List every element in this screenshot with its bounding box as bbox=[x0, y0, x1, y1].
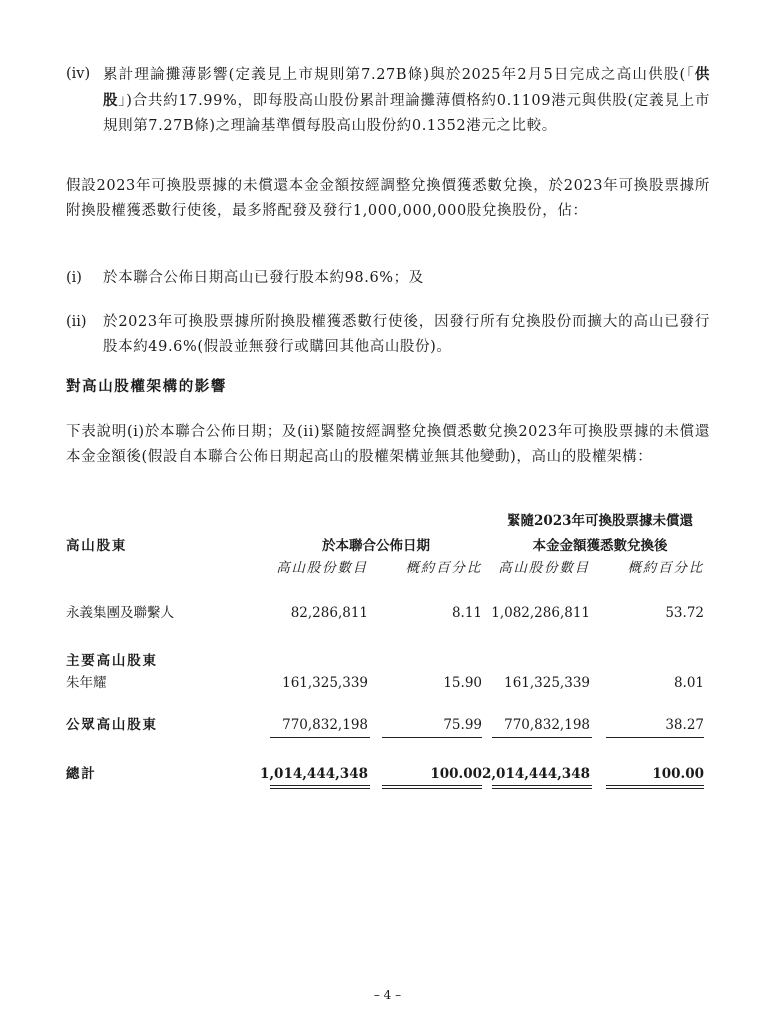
cell-percent-2: 100.00 bbox=[652, 766, 704, 782]
cell-shares-2: 2,014,444,348 bbox=[481, 766, 590, 782]
subheader-percent-1: 概約百分比 bbox=[405, 560, 482, 576]
subheader-shares-1: 高山股份數目 bbox=[276, 560, 368, 576]
total-rule bbox=[382, 788, 482, 789]
group2-header-line1: 緊隨2023年可換股票據未償還 bbox=[506, 513, 694, 529]
row-label: 總計 bbox=[66, 766, 97, 782]
list-text: 累計理論攤薄影響(定義見上市規則第7.27B條)與於2025年2月5日完成之高山供股(「供股」)合共約17.99%，即每股高山股份累計理論攤薄價格約0.1109港元與供股(定義見上市規則第7.27B條)之理論基準價每股高山股份約0.1352港元之比較。 bbox=[103, 66, 710, 134]
cell-shares-1: 82,286,811 bbox=[290, 605, 368, 621]
list-number: (iv) bbox=[66, 66, 91, 82]
subtotal-rule bbox=[382, 737, 482, 738]
subheader-shares-2: 高山股份數目 bbox=[498, 560, 590, 576]
cell-percent-1: 75.99 bbox=[443, 717, 482, 733]
total-rule bbox=[270, 788, 370, 789]
cell-shares-2: 1,082,286,811 bbox=[491, 605, 590, 621]
bold-term: 供股 bbox=[103, 66, 710, 109]
cell-percent-2: 8.01 bbox=[673, 675, 704, 691]
group1-header: 於本聯合公佈日期 bbox=[322, 538, 430, 554]
row-label: 公眾高山股東 bbox=[66, 717, 158, 733]
total-rule bbox=[492, 785, 592, 786]
cell-shares-1: 1,014,444,348 bbox=[259, 766, 368, 782]
list-text: 於2023年可換股票據所附換股權獲悉數行使後，因發行所有兌換股份而擴大的高山已發行股本約49.6%(假設並無發行或購回其他高山股份)。 bbox=[103, 314, 710, 355]
section-heading: 對高山股權架構的影響 bbox=[66, 378, 227, 395]
total-rule bbox=[606, 785, 704, 786]
subtotal-rule bbox=[606, 737, 704, 738]
total-rule bbox=[606, 788, 704, 789]
cell-percent-1: 8.11 bbox=[451, 605, 482, 621]
row-group-label: 主要高山股東 bbox=[66, 653, 158, 669]
row-label: 朱年耀 bbox=[66, 675, 107, 691]
subtotal-rule bbox=[492, 737, 592, 738]
total-rule bbox=[492, 788, 592, 789]
row-label: 永義集團及聯繫人 bbox=[66, 605, 174, 621]
cell-percent-2: 38.27 bbox=[665, 717, 704, 733]
page-number: – 4 – bbox=[373, 988, 402, 1002]
total-rule bbox=[270, 785, 370, 786]
paragraph-table-intro: 下表說明(i)於本聯合公佈日期；及(ii)緊隨按經調整兌換價悉數兌換2023年可換股票據的未償還本金金額後(假設自本聯合公佈日期起高山的股權架構並無其他變動)，高山的股權架構： bbox=[66, 424, 710, 465]
subtotal-rule bbox=[270, 737, 370, 738]
group2-header-line2: 本金金額獲悉數兌換後 bbox=[532, 538, 668, 554]
cell-percent-1: 15.90 bbox=[443, 675, 482, 691]
list-number: (i) bbox=[66, 270, 82, 286]
subheader-percent-2: 概約百分比 bbox=[627, 560, 704, 576]
col-header-shareholders: 高山股東 bbox=[66, 538, 128, 554]
cell-percent-2: 53.72 bbox=[665, 605, 704, 621]
cell-shares-2: 161,325,339 bbox=[504, 675, 590, 691]
cell-shares-2: 770,832,198 bbox=[504, 717, 590, 733]
list-number: (ii) bbox=[66, 314, 87, 330]
total-rule bbox=[382, 785, 482, 786]
paragraph-intro: 假設2023年可換股票據的未償還本金金額按經調整兌換價獲悉數兌換，於2023年可換股票據所附換股權獲悉數行使後，最多將配發及發行1,000,000,000股兌換股份，佔： bbox=[66, 178, 710, 219]
cell-percent-1: 100.00 bbox=[430, 766, 482, 782]
list-text: 於本聯合公佈日期高山已發行股本約98.6%；及 bbox=[103, 270, 424, 286]
cell-shares-1: 770,832,198 bbox=[282, 717, 368, 733]
cell-shares-1: 161,325,339 bbox=[282, 675, 368, 691]
